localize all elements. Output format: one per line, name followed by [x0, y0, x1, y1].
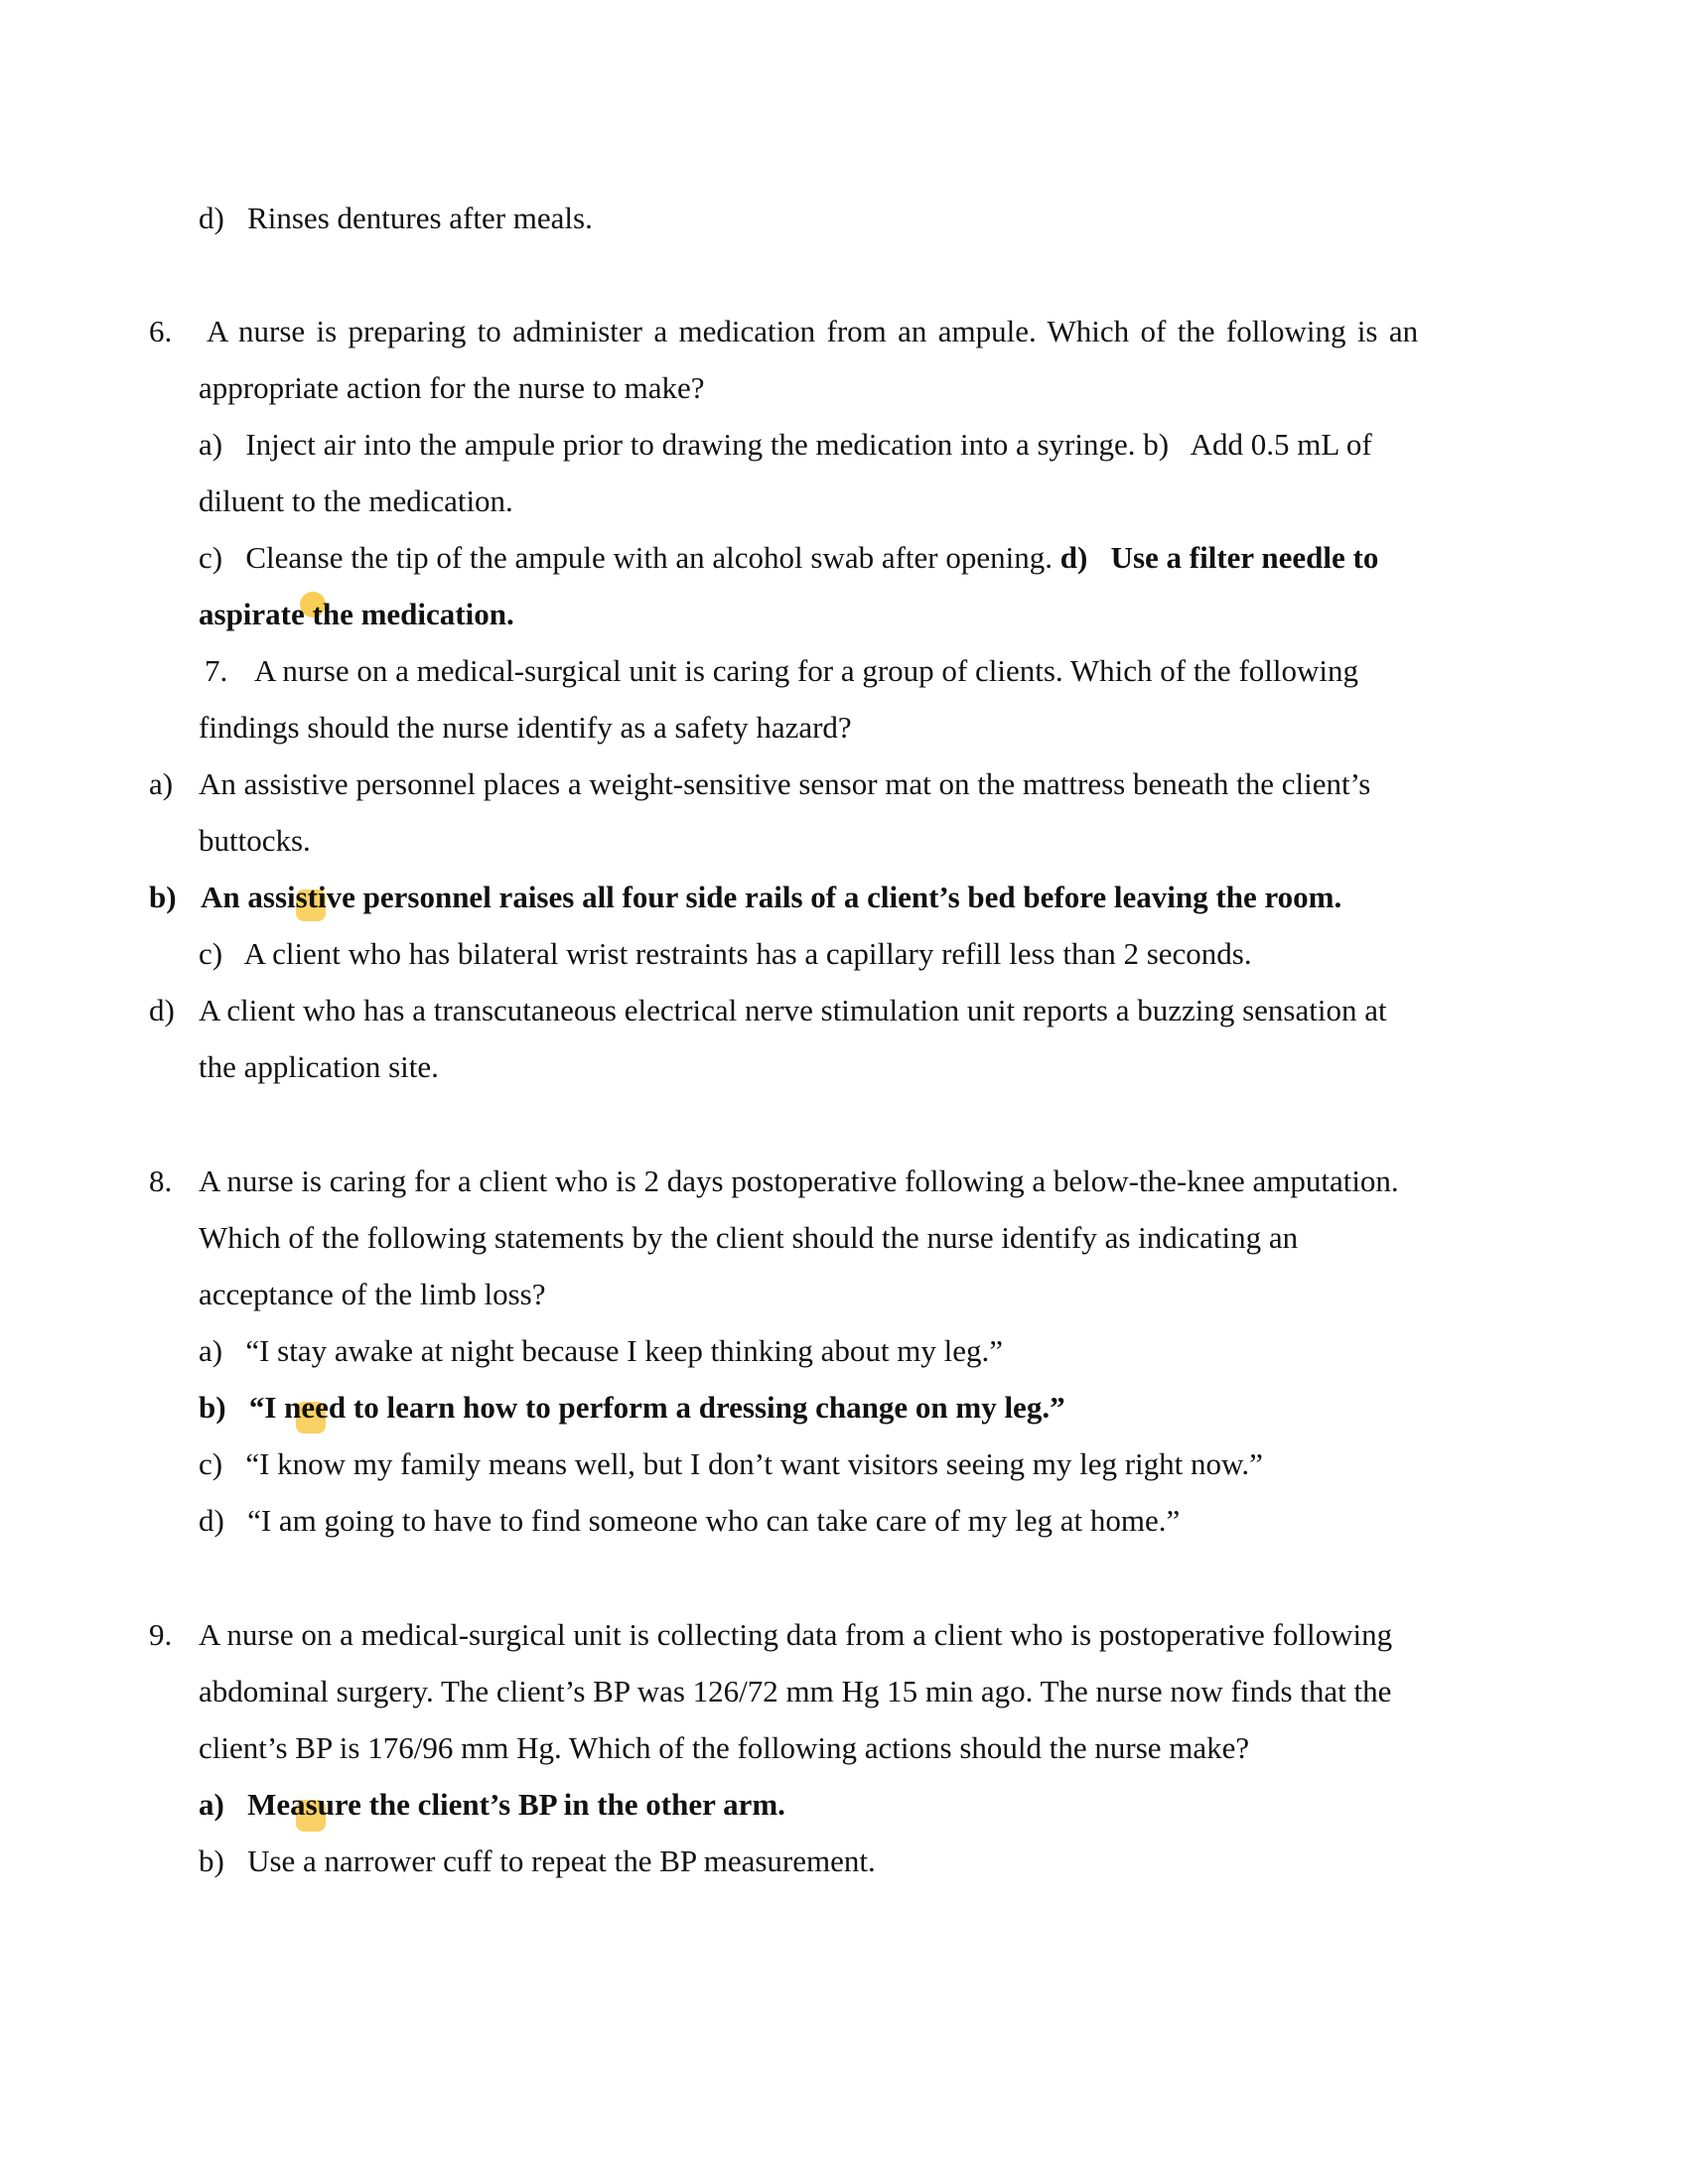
- q7-number: 7.: [205, 653, 228, 688]
- q8-stem-line-1: A nurse is caring for a client who is 2 days postoperative following a below-the-knee amputation.: [199, 1163, 1399, 1198]
- q9-stem-line-2: abdominal surgery. The client’s BP was 126/72 mm Hg 15 min ago. The nurse now finds that the: [199, 1674, 1392, 1708]
- option-text-correct: Use a filter needle to: [1110, 540, 1379, 575]
- option-label: c): [199, 540, 223, 575]
- option-text: “I am going to have to find someone who can take care of my leg at home.”: [247, 1503, 1181, 1538]
- q6-stem-line-2: appropriate action for the nurse to make?: [199, 370, 705, 405]
- q8-option-c: [199, 1446, 1263, 1482]
- option-label: d): [199, 1503, 224, 1538]
- q6-option-c-d: [199, 540, 1378, 576]
- option-label: c): [199, 1446, 223, 1481]
- option-label-correct: d): [1059, 540, 1088, 575]
- q7-option-a-cont: buttocks.: [199, 823, 311, 858]
- q6-option-a-cont: diluent to the medication.: [199, 483, 513, 518]
- q8-option-a: [199, 1333, 1003, 1369]
- q7-option-c: [199, 936, 1252, 972]
- q6-stem-line-1: A nurse is preparing to administer a medication from an ampule. Which of the following is an: [207, 314, 1419, 348]
- option-text: Add 0.5 mL of: [1190, 427, 1372, 462]
- option-text: “I know my family means well, but I don’t want visitors seeing my leg right now.”: [245, 1446, 1263, 1481]
- q8-number: 8.: [149, 1163, 173, 1198]
- option-text: Measure the client’s BP in the other arm.: [247, 1787, 785, 1822]
- option-label: a): [199, 427, 223, 462]
- option-label: b): [199, 1390, 226, 1425]
- option-label: b): [199, 1843, 224, 1878]
- option-text: A client who has bilateral wrist restraints has a capillary refill less than 2 seconds.: [243, 936, 1252, 971]
- q6-number: 6.: [149, 314, 173, 348]
- option-label: a): [199, 1333, 223, 1368]
- option-text: Rinses dentures after meals.: [247, 201, 593, 235]
- q9-option-a-correct: [199, 1787, 785, 1823]
- q7-stem-line-1: A nurse on a medical-surgical unit is caring for a group of clients. Which of the following: [254, 653, 1358, 688]
- q6-option-a: [199, 427, 1372, 463]
- q9-number: 9.: [149, 1617, 173, 1652]
- q7-option-b-label: b): [149, 880, 177, 914]
- option-text: Inject air into the ampule prior to drawing the medication into a syringe. b): [245, 427, 1170, 462]
- option-text: “I need to learn how to perform a dressing change on my leg.”: [248, 1390, 1065, 1425]
- q7-option-a-label: a): [149, 766, 174, 801]
- q8-option-b-correct: [199, 1390, 1065, 1426]
- option-label: c): [199, 936, 223, 971]
- q9-option-b: [199, 1843, 876, 1879]
- q5-option-d: [199, 201, 593, 236]
- option-text: Cleanse the tip of the ampule with an alcohol swab after opening.: [245, 540, 1053, 575]
- q6-option-d-cont: aspirate the medication.: [199, 597, 514, 631]
- option-label: d): [199, 201, 224, 235]
- q7-stem-line-2: findings should the nurse identify as a safety hazard?: [199, 710, 852, 745]
- q9-stem-line-1: A nurse on a medical-surgical unit is collecting data from a client who is postoperative following: [199, 1617, 1393, 1652]
- q8-stem-line-2: Which of the following statements by the client should the nurse identify as indicating an: [199, 1220, 1299, 1255]
- q8-option-d: [199, 1503, 1180, 1539]
- q7-option-d-label: d): [149, 993, 175, 1027]
- option-text: Use a narrower cuff to repeat the BP measurement.: [247, 1843, 876, 1878]
- q7-option-d-cont: the application site.: [199, 1049, 439, 1084]
- option-text: “I stay awake at night because I keep thinking about my leg.”: [245, 1333, 1004, 1368]
- option-label: a): [199, 1787, 224, 1822]
- q7-option-b-correct: An assistive personnel raises all four side rails of a client’s bed before leaving the room.: [201, 880, 1342, 914]
- q9-stem-line-3: client’s BP is 176/96 mm Hg. Which of the following actions should the nurse make?: [199, 1730, 1250, 1765]
- q7-option-d: A client who has a transcutaneous electrical nerve stimulation unit reports a buzzing sensation at: [199, 993, 1387, 1027]
- q7-option-a: An assistive personnel places a weight-sensitive sensor mat on the mattress beneath the client’s: [199, 766, 1371, 801]
- q8-stem-line-3: acceptance of the limb loss?: [199, 1277, 546, 1311]
